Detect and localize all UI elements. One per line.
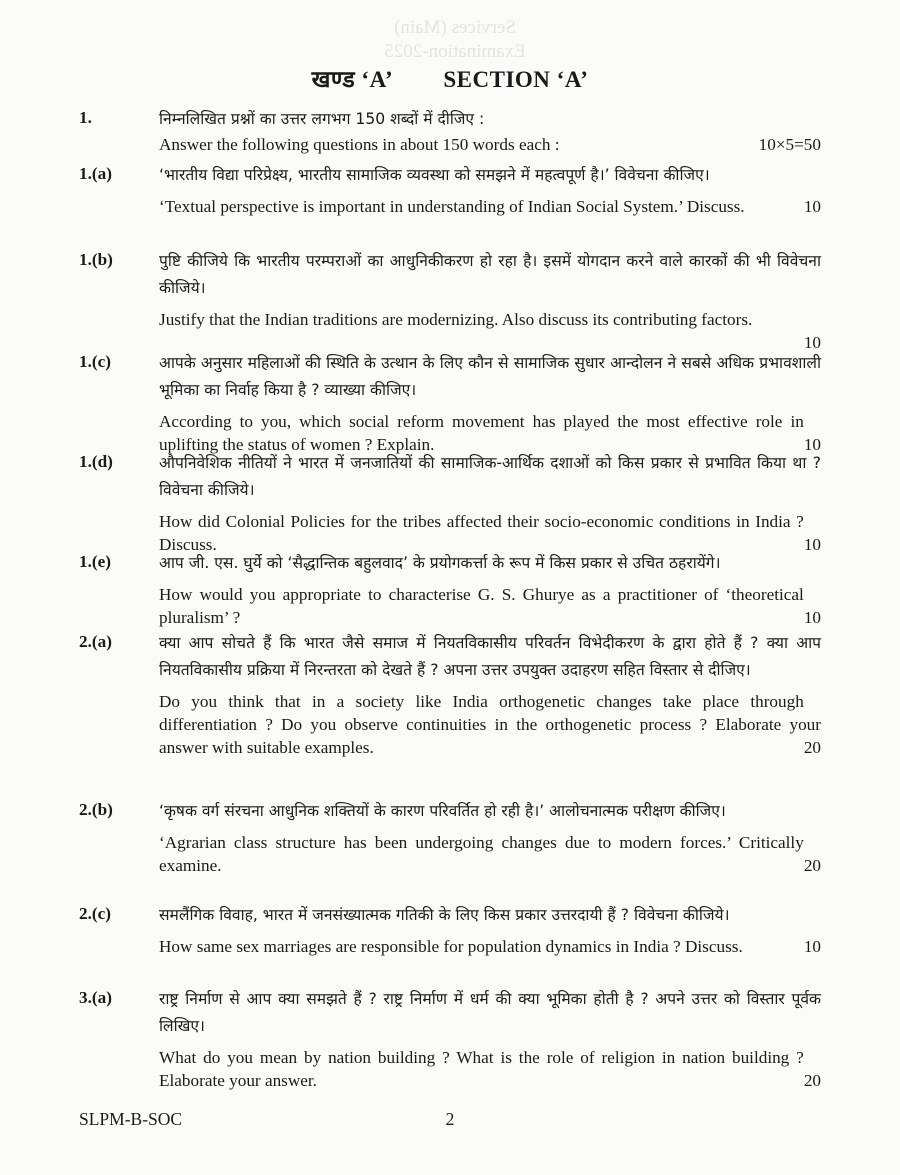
question-hindi: पुष्टि कीजिये कि भारतीय परम्पराओं का आधुनिकीकरण हो रहा है। इसमें योगदान करने वाले कारकों की भी विवेचना कीजिये। <box>159 252 821 297</box>
question-hindi: राष्ट्र निर्माण से आप क्या समझते हैं ? राष्ट्र निर्माण में धर्म की क्या भूमिका होती है ? अपने उत्तर को विस्तार पूर्वक लिखिए। <box>159 990 821 1035</box>
question-english-text: Do you think that in a society like India orthogenetic changes take place through differentiation ? Do you observe continuities in the orthogenetic process ? Elaborate your answer with suitable examples. <box>159 692 821 757</box>
question-english <box>159 133 821 156</box>
question-2b <box>79 798 821 877</box>
question-english <box>159 935 821 958</box>
question-marks: 10 <box>803 608 821 627</box>
question-3a <box>79 986 821 1092</box>
question-marks: 20 <box>803 738 821 757</box>
question-english-text: According to you, which social reform movement has played the most effective role in uplifting the status of women ? Explain. <box>159 412 804 454</box>
watermark-line: Examination-2025 <box>384 41 526 62</box>
question-1a <box>79 162 821 218</box>
question-english: Justify that the Indian traditions are modernizing. Also discuss its contributing factors. <box>159 310 753 329</box>
question-number: 1.(e) <box>79 552 111 571</box>
question-marks: 10 <box>803 333 821 352</box>
question-english-text: How same sex marriages are responsible for population dynamics in India ? Discuss. <box>159 937 743 956</box>
question-english-text: ‘Textual perspective is important in understanding of Indian Social System.’ Discuss. <box>159 197 745 216</box>
question-1 <box>79 106 821 156</box>
page-number: 2 <box>445 1109 455 1129</box>
question-number: 2.(a) <box>79 632 112 651</box>
question-2c <box>79 902 821 958</box>
question-marks: 10×5=50 <box>758 135 821 154</box>
question-1c <box>79 350 821 456</box>
question-hindi: औपनिवेशिक नीतियों ने भारत में जनजातियों की सामाजिक-आर्थिक दशाओं को किस प्रकार से प्रभावित किया था ? विवेचना कीजिये। <box>159 454 821 499</box>
question-marks: 10 <box>803 435 821 454</box>
question-number: 3.(a) <box>79 988 112 1007</box>
question-number: 1.(a) <box>79 164 112 183</box>
watermark-line: Services (Main) <box>394 17 516 38</box>
question-number: 1. <box>79 108 92 127</box>
question-english <box>159 583 821 629</box>
question-hindi: ‘कृषक वर्ग संरचना आधुनिक शक्तियों के कारण परिवर्तित हो रही है।’ आलोचनात्मक परीक्षण कीजिए। <box>159 802 726 820</box>
question-hindi: आपके अनुसार महिलाओं की स्थिति के उत्थान के लिए कौन से सामाजिक सुधार आन्दोलन ने सबसे अधिक प्रभावशाली भूमिका का निर्वाह किया है ? व्याख्या कीजिए। <box>159 354 821 399</box>
question-number: 2.(b) <box>79 800 113 819</box>
question-1e <box>79 550 821 629</box>
question-number: 1.(b) <box>79 250 113 269</box>
question-english-text: How did Colonial Policies for the tribes affected their socio-economic conditions in India ? Discuss. <box>159 512 804 554</box>
question-number: 2.(c) <box>79 904 111 923</box>
question-number: 1.(d) <box>79 452 113 471</box>
question-english-text: ‘Agrarian class structure has been undergoing changes due to modern forces.’ Critically examine. <box>159 833 804 875</box>
section-title <box>0 62 900 94</box>
question-marks: 10 <box>803 535 821 554</box>
question-hindi: समलैंगिक विवाह, भारत में जनसंख्यात्मक गतिकी के लिए किस प्रकार उत्तरदायी हैं ? विवेचना कीजिये। <box>159 906 730 924</box>
watermark <box>380 16 530 64</box>
question-hindi: क्या आप सोचते हैं कि भारत जैसे समाज में नियतविकासीय परिवर्तन विभेदीकरण के द्वारा होते हैं ? क्या आप नियतविकासीय प्रक्रिया में निरन्तरता को देखते हैं ? अपना उत्तर उपयुक्त उदाहरण सहित विस्तार से दीजिए। <box>159 634 821 679</box>
question-english-text: Answer the following questions in about 150 words each : <box>159 135 560 154</box>
section-title-english: SECTION ‘A’ <box>443 67 589 92</box>
question-marks: 20 <box>803 1071 821 1090</box>
question-hindi: निम्नलिखित प्रश्नों का उत्तर लगभग 150 शब्दों में दीजिए : <box>159 110 485 128</box>
question-english <box>159 195 821 218</box>
question-english-text: What do you mean by nation building ? What is the role of religion in nation building ? Elaborate your answer. <box>159 1048 804 1090</box>
question-2a <box>79 630 821 759</box>
question-english <box>159 1046 821 1092</box>
question-english <box>159 831 821 877</box>
question-marks: 20 <box>803 856 821 875</box>
paper-code: SLPM-B-SOC <box>79 1109 183 1129</box>
section-title-hindi: खण्ड ‘A’ <box>311 67 394 92</box>
question-marks: 10 <box>803 197 821 216</box>
question-hindi: ‘भारतीय विद्या परिप्रेक्ष्य, भारतीय सामाजिक व्यवस्था को समझने में महत्वपूर्ण है।’ विवेचना कीजिए। <box>159 166 710 184</box>
question-1b <box>79 248 821 354</box>
question-hindi: आप जी. एस. घुर्ये को ‘सैद्धान्तिक बहुलवाद’ के प्रयोगकर्त्ता के रूप में किस प्रकार से उचित ठहरायेंगे। <box>159 554 721 572</box>
question-1d <box>79 450 821 556</box>
question-marks: 10 <box>803 937 821 956</box>
question-english-text: How would you appropriate to characterise G. S. Ghurye as a practitioner of ‘theoretical pluralism’ ? <box>159 585 804 627</box>
question-number: 1.(c) <box>79 352 111 371</box>
question-english <box>159 690 821 759</box>
